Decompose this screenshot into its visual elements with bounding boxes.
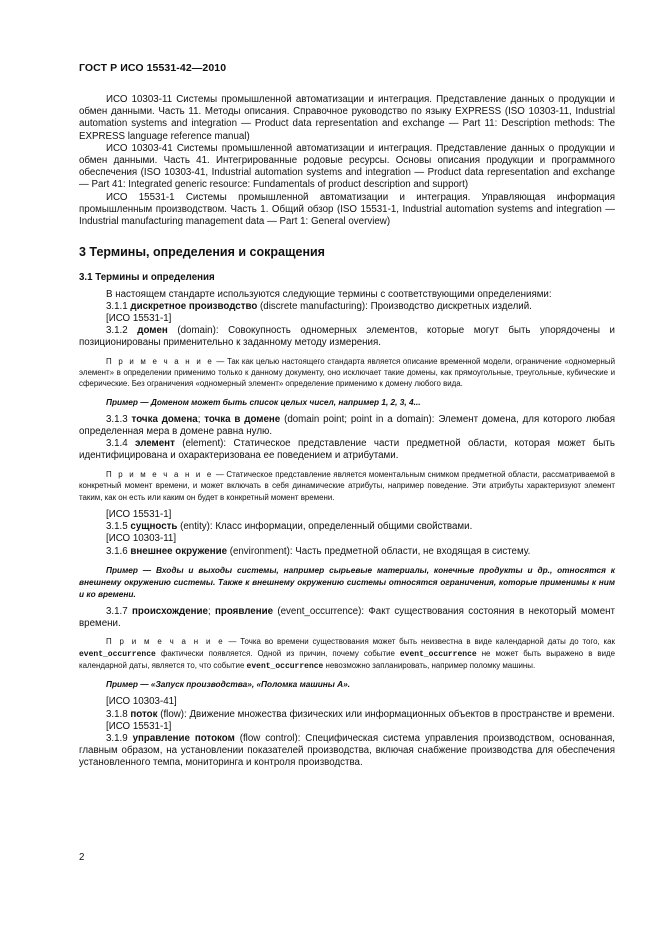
example-environment: Пример — Входы и выходы системы, например сырьевые материалы, конечные продукты и др., относятся к внешнему окружению системы. Также к внешнему окружению системы относятся ограничения, которые применимы к ним и ко времени. (79, 564, 615, 599)
term-name: точка домена (131, 413, 198, 425)
term-3-1-6 (79, 546, 615, 558)
term-3-1-5 (79, 521, 615, 533)
term-definition: (environment): Часть предметной области, не входящая в систему. (227, 545, 531, 557)
document-body (79, 94, 615, 770)
term-source: [ИСО 10303-41] (106, 696, 177, 708)
term-number: 3.1.9 (106, 732, 128, 744)
example-domain: Пример — Доменом может быть список целых чисел, например 1, 2, 3, 4... (106, 396, 421, 407)
code-term: event_occurrence (79, 649, 156, 659)
term-definition: (flow): Движение множества физических или информационных объектов в пространстве и времени. (157, 708, 615, 720)
section-3-heading: 3 Термины, определения и сокращения (79, 245, 325, 260)
term-name: управление потоком (132, 732, 235, 744)
example-event: Пример — «Запуск производства», «Поломка машины А». (106, 679, 351, 690)
term-number: 3.1.6 (106, 545, 128, 557)
document-header-code: ГОСТ Р ИСО 15531-42—2010 (79, 62, 227, 74)
term-3-1-8 (79, 709, 615, 721)
term-3-1-1 (79, 301, 615, 313)
term-name: сущность (130, 521, 178, 533)
term-definition: (flow control): Специфическая система управления производством, основанная, главным образом, на установлении показателей производства, включая снабжение производства для обеспечения установленного темпа, мониторинга и контроля производства. (79, 732, 615, 769)
note-text: — Так как целью настоящего стандарта является описание временной модели, ограничение «одномерный элемент» в определении применимо только к данному документу, оно исключает такие домены, как прямоугольные, треугольные, кубические и сферические. Без ограничения «одномерный элемент» определение применимо к домену любого вида. (79, 356, 615, 389)
term-3-1-9 (79, 733, 615, 770)
term-number: 3.1.8 (106, 708, 128, 720)
note-text: — Точка во времени существования может быть неизвестна в виде календарной даты до того, как (224, 637, 615, 647)
term-source: [ИСО 15531-1] (106, 313, 172, 325)
note-domain (79, 356, 615, 390)
note-text: не может быть выражено в виде календарной даты, является то, что событие (79, 648, 615, 670)
reference-iso-15531-1: ИСО 15531-1 Системы промышленной автоматизации и интеграция. Управляющая информация промышленным производством. Часть 1. Общий обзор (ISO 15531-1, Industrial automation systems and integration — Industrial manufacturing management data — Part 1: General overview) (79, 191, 615, 228)
term-source: [ИСО 10303-11] (106, 533, 177, 545)
term-source: [ИСО 15531-1] (106, 508, 172, 520)
term-name: дискретное производство (130, 300, 258, 312)
term-3-1-7 (79, 606, 615, 630)
term-name: происхождение (132, 605, 208, 617)
term-name: поток (130, 708, 158, 720)
term-name: элемент (135, 438, 175, 450)
code-term: event_occurrence (399, 649, 477, 659)
code-term: event_occurrence (246, 661, 324, 671)
term-definition: (domain point; point in a domain): Элемент домена, для которого любая определенная мера в домене равна нулю. (79, 413, 615, 438)
section-3-1-heading: 3.1 Термины и определения (79, 272, 215, 284)
term-name: внешнее окружение (130, 545, 227, 557)
term-separator: ; (197, 413, 205, 425)
term-number: 3.1.4 (106, 438, 128, 450)
reference-iso-10303-41: ИСО 10303-41 Системы промышленной автоматизации и интеграция. Представление данных о продукции и обмен данными. Часть 41. Интегрированные родовые ресурсы. Основы описания продукции и программного обеспечения (ISO 10303-41, Industrial automation systems and integration — Product data representation and exchange — Part 41: Integrated generic resource: Fundamentals of product description and support) (79, 142, 615, 191)
term-source: [ИСО 15531-1] (106, 720, 172, 732)
page-number: 2 (79, 852, 85, 863)
term-number: 3.1.5 (106, 521, 128, 533)
term-number: 3.1.1 (106, 300, 128, 312)
term-definition: (element): Статическое представление части предметной области, которая может быть идентифицирована и охарактеризована ее поведением и атрибутами. (79, 438, 615, 462)
section-3-1-intro: В настоящем стандарте используются следующие термины с соответствующими определениями: (106, 288, 552, 300)
term-definition: (event_occurrence): Факт существования состояния в некоторый момент времени. (79, 605, 615, 629)
term-separator: ; (207, 605, 215, 617)
note-label: П р и м е ч а н и е (106, 637, 225, 647)
term-definition: (domain): Совокупность одномерных элементов, которые могут быть упорядочены и позиционированы применительно к заданному методу измерения. (79, 325, 616, 349)
note-text: — Статическое представление является моментальным снимком предметной области, рассматриваемой в конкретный момент времени, и может включать в себя динамические атрибуты, например поведение. Эти атрибуты характеризуют элемент таким, как он есть или каким он будет в конкретный момент времени. (79, 469, 615, 502)
note-label: П р и м е ч а н и е (106, 356, 214, 366)
term-3-1-4 (79, 438, 615, 462)
note-text: невозможно запланировать, например поломку машины. (323, 660, 536, 670)
term-definition: (discrete manufacturing): Производство дискретных изделий. (257, 300, 532, 312)
note-event-occurrence (79, 636, 615, 672)
note-element (79, 469, 615, 503)
reference-iso-10303-11: ИСО 10303-11 Системы промышленной автоматизации и интеграция. Представление данных о продукции и обмен данными. Часть 11. Методы описания. Справочное руководство по языку EXPRESS (ISO 10303-11, Industrial automation systems and integration — Product data representation and exchange — Part 11: Description methods: The EXPRESS language reference manual) (79, 94, 615, 142)
term-name-alt: проявление (215, 605, 274, 617)
term-definition: (entity): Класс информации, определенный общими свойствами. (177, 521, 473, 533)
note-label: П р и м е ч а н и е (106, 469, 214, 479)
term-3-1-2 (79, 325, 615, 349)
term-name: домен (137, 325, 168, 337)
term-number: 3.1.2 (106, 325, 128, 337)
term-name-alt: точка в домене (204, 413, 281, 425)
term-number: 3.1.3 (106, 413, 128, 425)
term-3-1-3 (79, 414, 615, 438)
term-number: 3.1.7 (106, 605, 128, 617)
note-text: фактически появляется. Одной из причин, почему событие (155, 648, 400, 658)
